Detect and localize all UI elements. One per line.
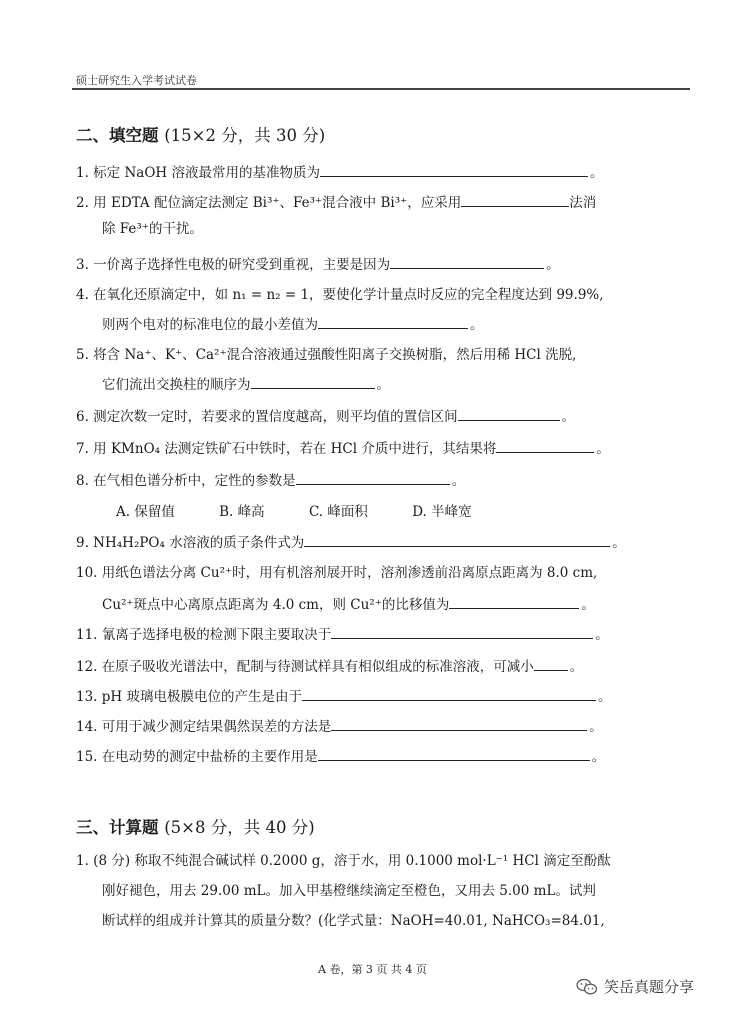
q3-text: 3. 一价离子选择性电极的研究受到重视，主要是因为	[76, 257, 391, 273]
q8-text: 8. 在气相色谱分析中，定性的参数是	[76, 473, 296, 489]
exam-header-title: 硕士研究生入学考试试卷	[76, 74, 197, 87]
q8-blank[interactable]	[296, 470, 450, 485]
q6-text: 6. 测定次数一定时，若要求的置信度越高，则平均值的置信区间	[76, 409, 458, 425]
q3-blank[interactable]	[390, 254, 544, 269]
q9-text: 9. NH₄H₂PO₄ 水溶液的质子条件式为	[76, 535, 305, 551]
q9-blank[interactable]	[304, 532, 610, 547]
q8	[76, 470, 465, 490]
q11-end: 。	[595, 627, 609, 643]
q5-text: 它们流出交换柱的顺序为	[102, 377, 251, 393]
q7	[76, 438, 610, 458]
q10-blank[interactable]	[449, 594, 579, 609]
q4-line1: 4. 在氧化还原滴定中，如 n₁ = n₂ = 1，要使化学计量点时反应的完全程度达到 99.9%,	[76, 287, 604, 303]
q15-blank[interactable]	[318, 746, 590, 761]
q14-blank[interactable]	[331, 716, 587, 731]
calc-q1-line2: 刚好褪色，用去 29.00 mL。加入甲基橙继续滴定至橙色，又用去 5.00 mL。试判	[102, 883, 596, 899]
q4-end: 。	[470, 317, 484, 333]
q8-option-d[interactable]: D. 半峰宽	[412, 504, 472, 520]
q12-end: 。	[569, 659, 584, 675]
q6-blank[interactable]	[458, 406, 560, 421]
q10-text: Cu²⁺斑点中心离原点距离为 4.0 cm，则 Cu²⁺的比移值为	[102, 597, 450, 613]
q1-text: 1. 标定 NaOH 溶液最常用的基准物质为	[76, 165, 320, 181]
q12-blank[interactable]	[534, 656, 568, 671]
q10-line1: 10. 用纸色谱法分离 Cu²⁺时，用有机溶剂展开时，溶剂渗透前沿离原点距离为 8.0 cm,	[76, 565, 598, 581]
q8-option-b[interactable]: B. 峰高	[219, 504, 265, 520]
q8-option-c[interactable]: C. 峰面积	[308, 504, 368, 520]
q1	[76, 162, 603, 182]
section2-score: (15×2 分，共 30 分)	[164, 126, 326, 145]
q14-end: 。	[589, 719, 603, 735]
q7-blank[interactable]	[496, 438, 594, 453]
q3-end: 。	[546, 257, 560, 273]
section3-score: (5×8 分，共 40 分)	[164, 818, 315, 837]
q6-end: 。	[561, 409, 576, 425]
q15-end: 。	[591, 749, 606, 765]
watermark-text: 笑岳真题分享	[604, 978, 695, 996]
q14	[76, 716, 603, 736]
q8-option-a[interactable]: A. 保留值	[116, 504, 175, 520]
q11	[76, 624, 609, 644]
q15	[76, 746, 605, 766]
section3-heading	[76, 814, 315, 838]
header-divider	[72, 88, 690, 90]
q13-end: 。	[597, 689, 612, 705]
q3	[76, 254, 560, 274]
q1-end: 。	[589, 165, 604, 181]
q2-line2: 除 Fe³⁺的干扰。	[102, 221, 203, 237]
q8-end: 。	[451, 473, 466, 489]
watermark	[576, 976, 694, 997]
q4-blank[interactable]	[318, 314, 468, 329]
q12	[76, 656, 583, 676]
q13-blank[interactable]	[302, 686, 596, 701]
q5-line1: 5. 将含 Na⁺、K⁺、Ca²⁺混合溶液通过强酸性阳离子交换树脂，然后用稀 HCl 洗脱,	[76, 347, 577, 363]
q11-text: 11. 氰离子选择电极的检测下限主要取决于	[76, 627, 332, 643]
section2-title: 二、填空题	[76, 126, 159, 145]
q2-line1	[76, 192, 596, 212]
section2-heading	[76, 122, 325, 146]
q9-end: 。	[612, 535, 626, 551]
q5-line2	[102, 374, 390, 394]
q10-end: 。	[581, 597, 595, 613]
q4-line2	[102, 314, 484, 334]
q13	[76, 686, 611, 706]
q9	[76, 532, 626, 552]
section3-title: 三、计算题	[76, 818, 159, 837]
wechat-icon	[576, 978, 598, 996]
q5-end: 。	[376, 377, 390, 393]
q1-blank[interactable]	[320, 162, 588, 177]
q5-blank[interactable]	[251, 374, 375, 389]
q10-line2	[102, 594, 595, 614]
q2-text: 2. 用 EDTA 配位滴定法测定 Bi³⁺、Fe³⁺混合液中 Bi³⁺，应采用	[76, 195, 462, 211]
q8-options	[116, 500, 512, 520]
q13-text: 13. pH 玻璃电极膜电位的产生是由于	[76, 689, 302, 705]
q4-text: 则两个电对的标准电位的最小差值为	[102, 317, 318, 333]
calc-q1-line3: 断试样的组成并计算其的质量分数？(化学式量：NaOH=40.01, NaHCO₃=84.01,	[102, 913, 605, 929]
q14-text: 14. 可用于减少测定结果偶然误差的方法是	[76, 719, 332, 735]
q7-end: 。	[596, 441, 610, 457]
q12-text: 12. 在原子吸收光谱法中，配制与待测试样具有相似组成的标准溶液，可减小	[76, 659, 534, 675]
q7-text: 7. 用 KMnO₄ 法测定铁矿石中铁时，若在 HCl 介质中进行，其结果将	[76, 441, 497, 457]
page-footer: A 卷，第 3 页 共 4 页	[318, 963, 427, 976]
q2-line1-end: 法消	[569, 195, 597, 211]
q6	[76, 406, 575, 426]
calc-q1-line1: 1. (8 分) 称取不纯混合碱试样 0.2000 g，溶于水，用 0.1000 mol·L⁻¹ HCl 滴定至酚酞	[76, 853, 611, 869]
q11-blank[interactable]	[331, 624, 593, 639]
q15-text: 15. 在电动势的测定中盐桥的主要作用是	[76, 749, 318, 765]
q2-blank[interactable]	[461, 192, 569, 207]
